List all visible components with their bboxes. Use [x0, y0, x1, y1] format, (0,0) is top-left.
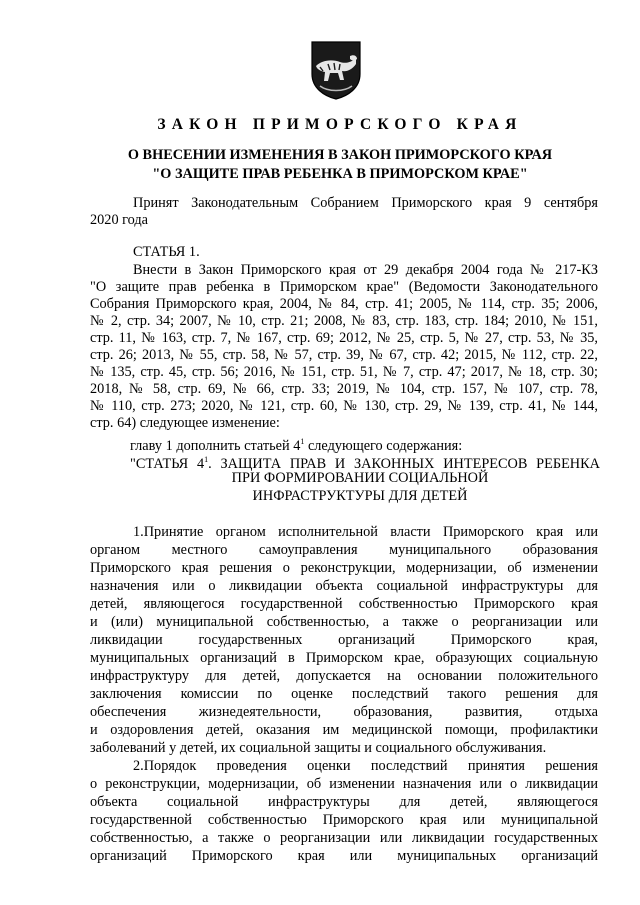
- para-2-line: государственной собственностью Приморского края или муниципальной: [90, 812, 598, 828]
- new-article-superscript: 1: [204, 455, 209, 464]
- para-2-line: 2.Порядок проведения оценки последствий принятия решения: [133, 758, 598, 774]
- para-1-line: органом местного самоуправления муниципального образования: [90, 542, 598, 558]
- para-1-last-line: заболеваний у детей, их социальной защиты и социального обслуживания.: [90, 740, 547, 756]
- para-2-line: собственностью, а также о реорганизации или ликвидации государственных: [90, 830, 598, 846]
- para-1-line: инфраструктуру для детей, допускается на основании положительного: [90, 668, 598, 684]
- article-1-line: стр. 26; 2013, № 55, стр. 58, № 57, стр. 39, № 67, стр. 42; 2015, № 112, стр. 22,: [90, 347, 598, 363]
- article-1-line: № 2, стр. 34; 2007, № 10, стр. 21; 2008, № 83, стр. 183, стр. 184; 2010, № 151,: [90, 313, 598, 329]
- para-1-line: обеспечения жизнедеятельности, образования, развития, отдыха: [90, 704, 598, 720]
- para-1-line: и (или) муниципальной собственностью, а также о реорганизации или: [90, 614, 598, 630]
- para-2-line: объекта социальной инфраструктуры для детей, являющегося: [90, 794, 598, 810]
- supplement-intro: главу 1 дополнить статьей 4: [130, 438, 301, 454]
- adopted-line-1: Принят Законодательным Собранием Приморского края 9 сентября: [133, 195, 598, 211]
- article-1-line: № 110, стр. 273; 2020, № 121, стр. 60, № 130, стр. 29, № 139, стр. 41, № 144,: [90, 398, 598, 414]
- article-1-line: 2018, № 58, стр. 69, № 66, стр. 33; 2019, № 104, стр. 157, № 107, стр. 78,: [90, 381, 598, 397]
- supplement-end: следующего содержания:: [304, 438, 463, 454]
- para-1-line: 1.Принятие органом исполнительной власти Приморского края или: [133, 524, 598, 540]
- article-1-line: стр. 11, № 163, стр. 7, № 167, стр. 69; 2012, № 25, стр. 5, № 27, стр. 53, № 35,: [90, 330, 598, 346]
- new-article-prefix: "СТАТЬЯ 4: [130, 456, 205, 472]
- para-1-line: назначения или о ликвидации объекта социальной инфраструктуры для: [90, 578, 598, 594]
- supplement-superscript: 1: [300, 437, 305, 446]
- para-1-line: муниципальных организаций в Приморском крае, образующих социальную: [90, 650, 598, 666]
- para-1-line: Приморского края решения о реконструкции, модернизации, об изменении: [90, 560, 598, 576]
- article-1-line: № 135, стр. 45, стр. 56; 2016, № 151, стр. 51, № 7, стр. 47; 2017, № 18, стр. 30;: [90, 364, 598, 380]
- law-title: ЗАКОН ПРИМОРСКОГО КРАЯ: [157, 116, 523, 133]
- para-1-line: ликвидации государственных организаций Приморского края,: [90, 632, 598, 648]
- article-1-line: Собрания Приморского края, 2004, № 84, стр. 41; 2005, № 114, стр. 35; 2006,: [90, 296, 598, 312]
- article-1-line: Внести в Закон Приморского края от 29 декабря 2004 года № 217-КЗ: [133, 262, 598, 278]
- para-1-line: и оздоровления детей, оказания им медицинской помощи, профилактики: [90, 722, 598, 738]
- para-1-line: заключения комиссии по оценке последствий такого решения для: [90, 686, 598, 702]
- para-2-line: организаций Приморского края или муниципальных организаций: [90, 848, 598, 864]
- article-1-title: СТАТЬЯ 1.: [133, 244, 200, 260]
- law-heading-line-2: "О ЗАЩИТЕ ПРАВ РЕБЕНКА В ПРИМОРСКОМ КРАЕ": [152, 166, 528, 182]
- new-article-title-line-2: ПРИ ФОРМИРОВАНИИ СОЦИАЛЬНОЙ: [231, 470, 489, 486]
- new-article-title-line-3: ИНФРАСТРУКТУРЫ ДЛЯ ДЕТЕЙ: [252, 488, 468, 504]
- adopted-line-2: 2020 года: [90, 212, 149, 228]
- article-1-line: "О защите прав ребенка в Приморском крае" (Ведомости Законодательного: [90, 279, 598, 295]
- para-2-line: о реконструкции, модернизации, об изменении назначения или о ликвидации: [90, 776, 598, 792]
- para-1-line: детей, являющегося государственной собственностью Приморского края: [90, 596, 598, 612]
- primorsky-coat-of-arms-icon: [310, 40, 362, 100]
- law-heading-line-1: О ВНЕСЕНИИ ИЗМЕНЕНИЯ В ЗАКОН ПРИМОРСКОГО КРАЯ: [127, 147, 553, 163]
- new-article-title: . ЗАЩИТА ПРАВ И ЗАКОННЫХ ИНТЕРЕСОВ РЕБЕНКА: [208, 456, 600, 472]
- article-1-last-line: стр. 64) следующее изменение:: [90, 415, 280, 431]
